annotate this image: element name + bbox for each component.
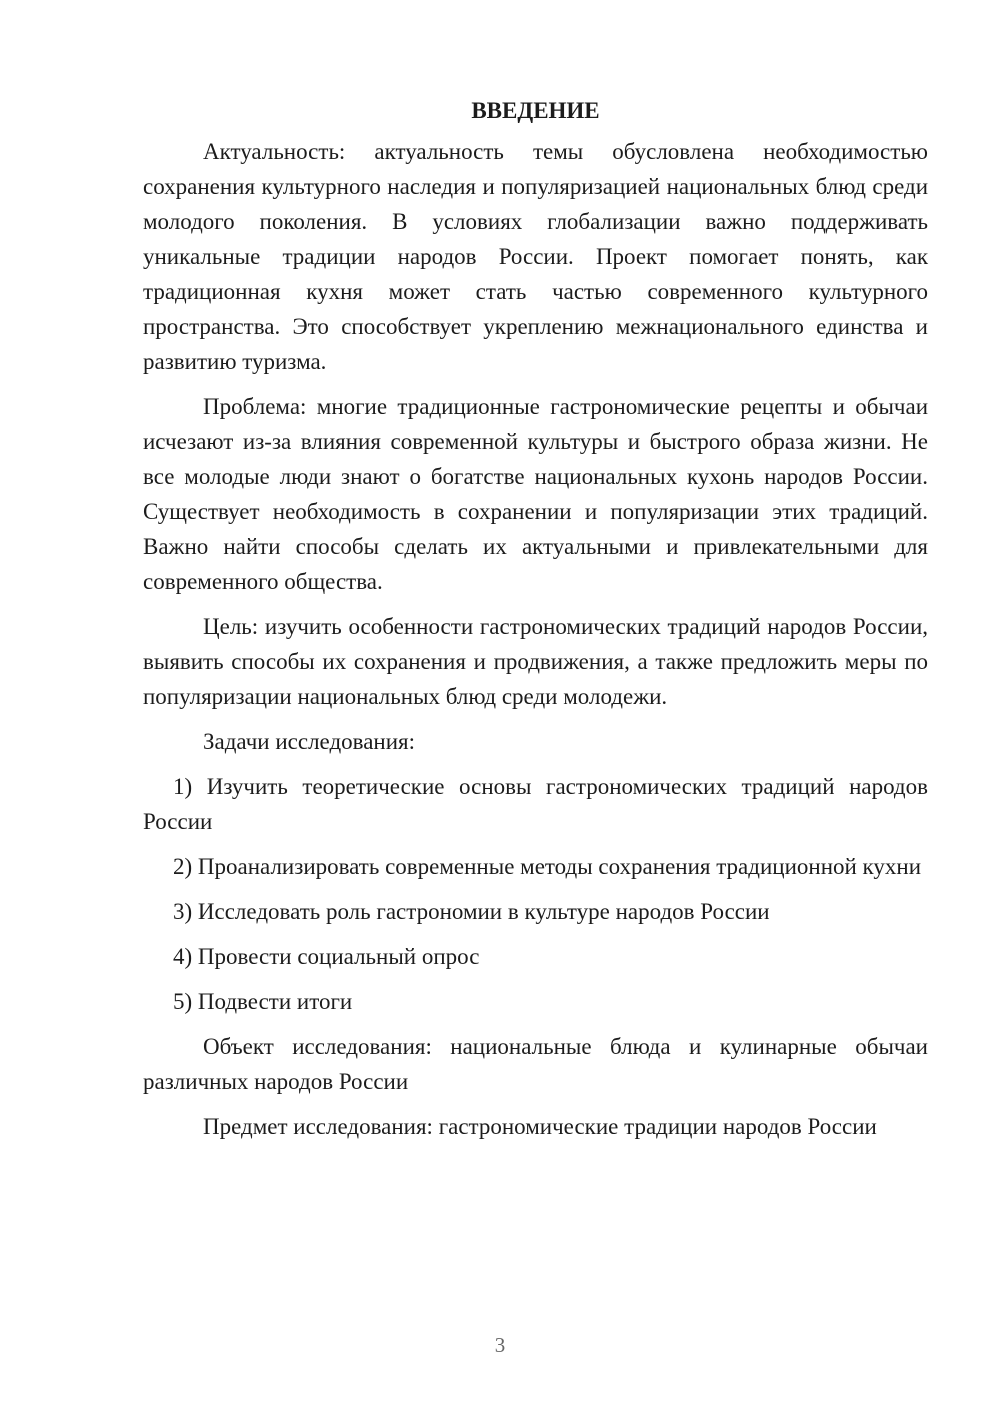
problem-paragraph: Проблема: многие традиционные гастрономические рецепты и обычаи исчезают из-за влияния современной культуры и быстрого образа жизни. Не все молодые люди знают о богатстве национальных кухонь народов России. Существует необходимость в сохранении и популяризации этих традиций. Важно найти способы сделать их актуальными и привлекательными для современного общества. [143, 394, 928, 594]
task-item-2: 2) Проанализировать современные методы сохранения традиционной кухни [173, 854, 922, 879]
section-title: ВВЕДЕНИЕ [471, 98, 600, 123]
task-item-1: 1) Изучить теоретические основы гастрономических традиций народов России [143, 774, 928, 834]
object-paragraph: Объект исследования: национальные блюда и кулинарные обычаи различных народов России [143, 1034, 928, 1094]
task-item-3: 3) Исследовать роль гастрономии в культуре народов России [173, 899, 770, 924]
subject-paragraph: Предмет исследования: гастрономические традиции народов России [203, 1114, 877, 1139]
page-number: 3 [494, 1333, 506, 1357]
relevance-paragraph: Актуальность: актуальность темы обусловлена необходимостью сохранения культурного наследия и популяризацией национальных блюд среди молодого поколения. В условиях глобализации важно поддерживать уникальные традиции народов России. Проект помогает понять, как традиционная кухня может стать частью современного культурного пространства. Это способствует укреплению межнационального единства и развитию туризма. [143, 139, 928, 374]
page-content [143, 93, 928, 1154]
goal-paragraph: Цель: изучить особенности гастрономических традиций народов России, выявить способы их сохранения и продвижения, а также предложить меры по популяризации национальных блюд среди молодежи. [143, 614, 928, 709]
task-item-5: 5) Подвести итоги [173, 989, 353, 1014]
task-item-4: 4) Провести социальный опрос [173, 944, 480, 969]
tasks-heading: Задачи исследования: [203, 729, 416, 754]
